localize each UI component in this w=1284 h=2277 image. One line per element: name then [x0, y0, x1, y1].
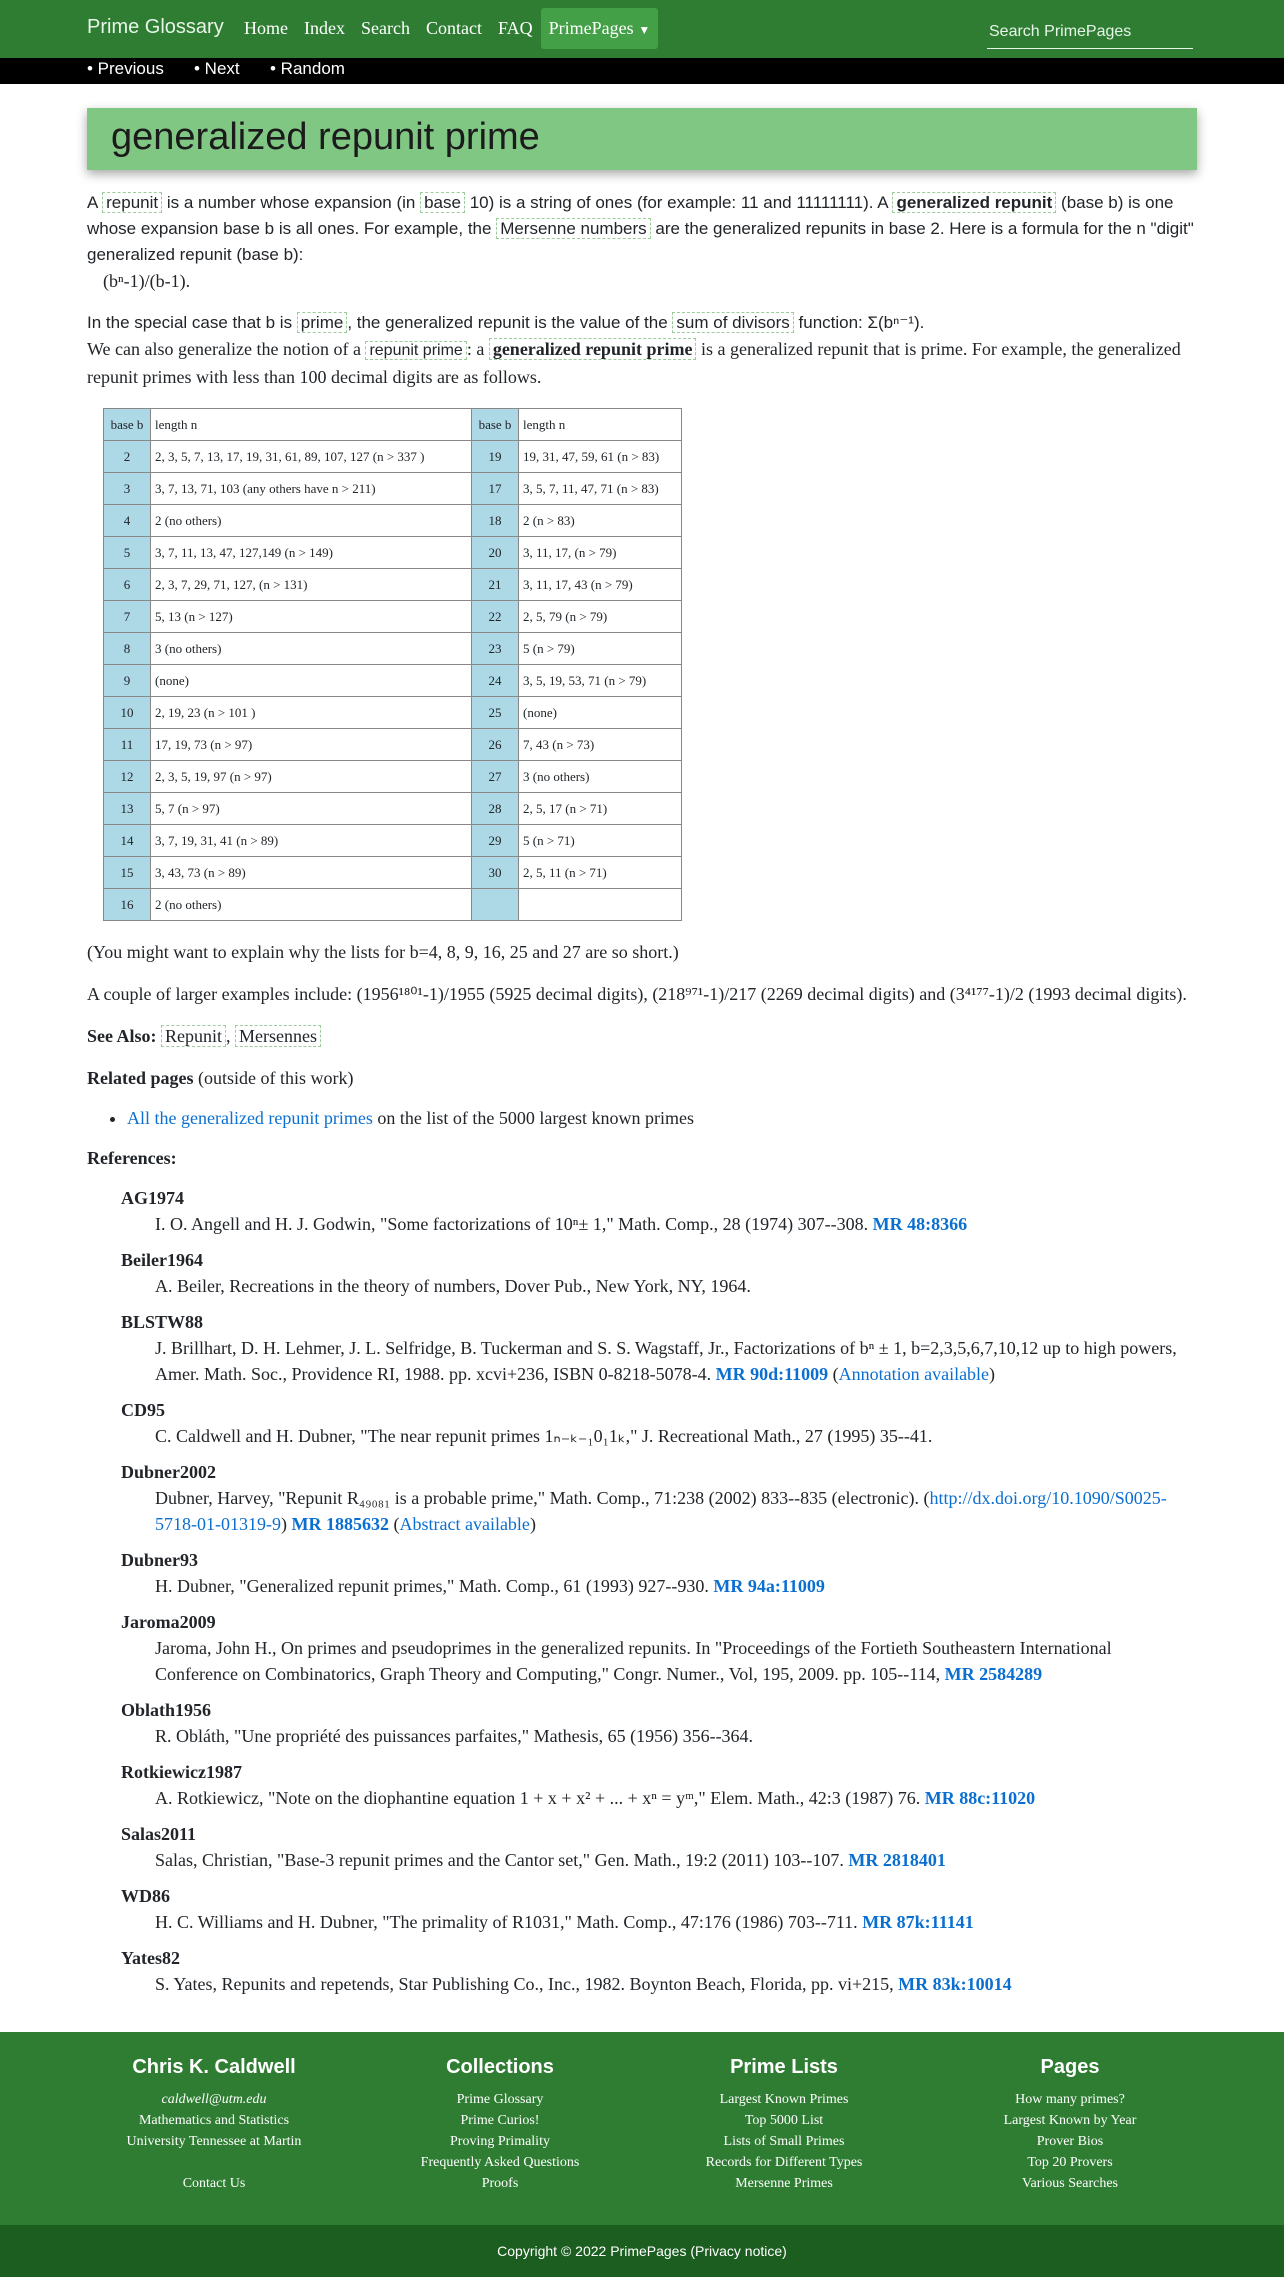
- related-pages: [87, 1065, 1197, 1091]
- base-cell: 24: [472, 665, 519, 697]
- base-link[interactable]: base: [420, 192, 465, 213]
- length-cell: 2, 5, 79 (n > 79): [519, 601, 682, 633]
- mersenne-link[interactable]: Mersenne numbers: [496, 218, 650, 239]
- column-header: base b: [472, 409, 519, 441]
- base-cell: 19: [472, 441, 519, 473]
- length-cell: 2, 5, 11 (n > 71): [519, 857, 682, 889]
- base-cell: 20: [472, 537, 519, 569]
- reference-text: A. Beiler, Recreations in the theory of numbers, Dover Pub., New York, NY, 1964.: [155, 1276, 751, 1296]
- contact-us-link[interactable]: Contact Us: [182, 2176, 246, 2191]
- base-cell: 14: [104, 825, 151, 857]
- length-cell: 2, 19, 23 (n > 101 ): [151, 697, 472, 729]
- length-cell: 3, 5, 7, 11, 47, 71 (n > 83): [519, 473, 682, 505]
- table-row: [104, 569, 682, 601]
- length-cell: 7, 43 (n > 73): [519, 729, 682, 761]
- footer-link[interactable]: Proofs: [481, 2176, 519, 2191]
- reference-key: CD95: [121, 1400, 165, 1420]
- length-cell: 3 (no others): [519, 761, 682, 793]
- table-row: [104, 633, 682, 665]
- reference-text: Jaroma, John H., On primes and pseudoprimes in the generalized repunits. In "Proceedings of the Fortieth Southeastern International Conference on Combinatorics, Graph Theory and Computing," Congr. Numer., Vol, 195, 2009. pp. 105--114,: [155, 1638, 1112, 1684]
- reference-item: [121, 1883, 1197, 1935]
- footer-link[interactable]: Frequently Asked Questions: [420, 2155, 580, 2170]
- footer-col-title: Chris K. Caldwell: [132, 2056, 296, 2078]
- see-also-mersennes[interactable]: Mersennes: [235, 1025, 321, 1047]
- reference-item: [121, 1945, 1197, 1997]
- length-cell: 3 (no others): [151, 633, 472, 665]
- annotation-link[interactable]: Annotation available: [838, 1364, 990, 1384]
- reference-text: A. Rotkiewicz, "Note on the diophantine equation 1 + x + x² + ... + xⁿ = yᵐ," Elem. Math., 42:3 (1987) 76.: [155, 1788, 921, 1808]
- footer-col-pages: [940, 2056, 1200, 2194]
- references-heading: [87, 1145, 1197, 1171]
- base-cell: 16: [104, 889, 151, 921]
- repunit-prime-link[interactable]: repunit prime: [365, 341, 466, 360]
- table-row: [104, 441, 682, 473]
- base-cell: 11: [104, 729, 151, 761]
- length-cell: 3, 43, 73 (n > 89): [151, 857, 472, 889]
- reference-key: Beiler1964: [121, 1250, 203, 1270]
- reference-list: [121, 1185, 1197, 1997]
- base-cell: 23: [472, 633, 519, 665]
- base-cell: 15: [104, 857, 151, 889]
- reference-key: Yates82: [121, 1948, 180, 1968]
- department: Mathematics and Statistics: [138, 2113, 290, 2128]
- mr-review-link[interactable]: MR 1885632: [291, 1514, 389, 1534]
- length-cell: 17, 19, 73 (n > 97): [151, 729, 472, 761]
- base-cell: 2: [104, 441, 151, 473]
- length-cell: 2, 3, 5, 19, 97 (n > 97): [151, 761, 472, 793]
- search-input[interactable]: [987, 16, 1193, 49]
- reference-body: J. Brillhart, D. H. Lehmer, J. L. Selfridge, B. Tuckerman and S. S. Wagstaff, Jr., Factorizations of bⁿ ± 1, b=2,3,5,6,7,10,12 up to high powers, Amer. Math. Soc., Providence RI, 1988. pp. xcvi+236, ISBN 0-8218-5078-4. MR 90d:11009 (Annotation available): [155, 1338, 1177, 1384]
- base-cell: 9: [104, 665, 151, 697]
- reference-body: [155, 1909, 1197, 1935]
- length-cell: 2 (no others): [151, 505, 472, 537]
- reference-body: [155, 1785, 1197, 1811]
- length-cell: 2, 3, 7, 29, 71, 127, (n > 131): [151, 569, 472, 601]
- footer-col-title: Prime Lists: [730, 2056, 838, 2078]
- base-cell: 4: [104, 505, 151, 537]
- reference-key: AG1974: [121, 1188, 184, 1208]
- footer-col-prime-lists: [654, 2056, 914, 2194]
- related-list: [87, 1105, 1197, 1131]
- base-cell: 12: [104, 761, 151, 793]
- title-box: [87, 108, 1197, 170]
- reference-body: [155, 1971, 1197, 1997]
- text: function: Σ(bⁿ⁻¹).: [793, 313, 925, 332]
- table-row: [104, 537, 682, 569]
- footer-link[interactable]: Prover Bios: [1036, 2134, 1104, 2149]
- nav-faq[interactable]: FAQ: [497, 18, 533, 38]
- base-cell: 29: [472, 825, 519, 857]
- university: University Tennessee at Martin: [126, 2134, 302, 2149]
- top-navbar: [0, 0, 1284, 58]
- text: is a generalized repunit that is prime. For example, the generalized repunit primes with less than 100 decimal digits are as follows.: [87, 339, 1181, 387]
- text: A: [87, 193, 103, 212]
- related-label: Related pages: [87, 1068, 194, 1088]
- reference-key: Dubner2002: [121, 1462, 217, 1482]
- reference-body: Dubner, Harvey, "Repunit R₄₉₀₈₁ is a probable prime," Math. Comp., 71:238 (2002) 833--835 (electronic). (http://dx.doi.org/10.1090/S0025-5718-01-01319-9) MR 1885632 (Abstract available): [155, 1488, 1167, 1534]
- reference-key: Oblath1956: [121, 1700, 212, 1720]
- reference-text: S. Yates, Repunits and repetends, Star Publishing Co., Inc., 1982. Boynton Beach, Florida, pp. vi+215,: [155, 1974, 894, 1994]
- text: is a number whose expansion (in: [162, 193, 421, 212]
- base-cell: 3: [104, 473, 151, 505]
- repunit-link[interactable]: repunit: [102, 192, 162, 213]
- reference-body: [155, 1847, 1197, 1873]
- footer: [0, 2032, 1284, 2225]
- footer-link[interactable]: Top 20 Provers: [1027, 2155, 1113, 2170]
- length-cell: (none): [151, 665, 472, 697]
- base-cell: [472, 889, 519, 921]
- footer-col-title: Pages: [1040, 2056, 1100, 2078]
- base-cell: 17: [472, 473, 519, 505]
- reference-body: [155, 1273, 1197, 1299]
- length-cell: 3, 5, 19, 53, 71 (n > 79): [519, 665, 682, 697]
- length-cell: 3, 7, 13, 71, 103 (any others have n > 211): [151, 473, 472, 505]
- length-cell: 2 (n > 83): [519, 505, 682, 537]
- text: , the generalized repunit is the value of the: [347, 313, 673, 332]
- reference-text: J. Brillhart, D. H. Lehmer, J. L. Selfridge, B. Tuckerman and S. S. Wagstaff, Jr., Factorizations of bⁿ ± 1, b=2,3,5,6,7,10,12 up to high powers, Amer. Math. Soc., Providence RI, 1988. pp. xcvi+236, ISBN 0-8218-5078-4.: [155, 1338, 1177, 1384]
- table-row: [104, 889, 682, 921]
- length-cell: 3, 7, 19, 31, 41 (n > 89): [151, 825, 472, 857]
- reference-item: [121, 1185, 1197, 1237]
- reference-body: [155, 1211, 1197, 1237]
- length-cell: 2, 3, 5, 7, 13, 17, 19, 31, 61, 89, 107, 127 (n > 337 ): [151, 441, 472, 473]
- mr-review-link[interactable]: MR 48:8366: [872, 1214, 968, 1234]
- list-item: [127, 1105, 1197, 1131]
- table-row: [104, 761, 682, 793]
- reference-text: R. Obláth, "Une propriété des puissances parfaites," Mathesis, 65 (1956) 356--364.: [155, 1726, 754, 1746]
- copyright-bar: Copyright © 2022 PrimePages (Privacy notice): [0, 2225, 1284, 2277]
- reference-text: H. C. Williams and H. Dubner, "The primality of R1031," Math. Comp., 47:176 (1986) 703--711.: [155, 1912, 858, 1932]
- footer-link[interactable]: Lists of Small Primes: [723, 2134, 845, 2149]
- footer-col-title: Collections: [446, 2056, 554, 2078]
- footer-col-author: [84, 2056, 344, 2194]
- length-cell: 5 (n > 79): [519, 633, 682, 665]
- base-cell: 7: [104, 601, 151, 633]
- table-row: [104, 857, 682, 889]
- references-label: References:: [87, 1148, 177, 1168]
- random-link[interactable]: • Random: [270, 59, 345, 78]
- caret-down-icon: ▼: [638, 23, 651, 37]
- see-also-repunit[interactable]: Repunit: [161, 1025, 226, 1047]
- larger-examples: A couple of larger examples include: (1956¹⁸⁰¹-1)/1955 (5925 decimal digits), (218⁹⁷¹-1)/217 (2269 decimal digits) and (3⁴¹⁷⁷-1)/2 (1993 decimal digits).: [87, 984, 1187, 1004]
- footer-link[interactable]: Various Searches: [1021, 2176, 1119, 2191]
- table-body: [104, 409, 682, 921]
- base-cell: 21: [472, 569, 519, 601]
- base-cell: 30: [472, 857, 519, 889]
- nav-links: [236, 8, 658, 49]
- footer-link[interactable]: Prime Glossary: [456, 2092, 544, 2107]
- length-cell: 5 (n > 71): [519, 825, 682, 857]
- footer-link[interactable]: How many primes?: [1015, 2092, 1125, 2107]
- related-suffix: (outside of this work): [193, 1068, 354, 1088]
- reference-key: WD86: [121, 1886, 170, 1906]
- footer-link[interactable]: Records for Different Types: [705, 2155, 863, 2170]
- see-also-label: See Also:: [87, 1026, 157, 1046]
- footer-col-collections: [370, 2056, 630, 2194]
- spacer: [84, 2152, 344, 2173]
- base-cell: 26: [472, 729, 519, 761]
- reference-text: Dubner, Harvey, "Repunit R₄₉₀₈₁ is a probable prime," Math. Comp., 71:238 (2002) 833--835 (electronic).: [155, 1488, 920, 1508]
- see-also: See Also: Repunit , Mersennes: [87, 1023, 1197, 1049]
- reference-item: [121, 1759, 1197, 1811]
- table-row: [104, 665, 682, 697]
- mr-review-link[interactable]: MR 87k:11141: [862, 1912, 974, 1932]
- brand-link[interactable]: Prime Glossary: [87, 16, 224, 38]
- generalized-repunit-prime-term: generalized repunit prime: [489, 338, 697, 360]
- nav-index[interactable]: Index: [304, 18, 345, 38]
- mr-review-link[interactable]: MR 90d:11009: [715, 1364, 829, 1384]
- text: We can also generalize the notion of a: [87, 339, 366, 359]
- page-title: generalized repunit prime: [111, 116, 540, 158]
- generalize-paragraph: [87, 336, 1197, 390]
- sum-of-divisors-link[interactable]: sum of divisors: [672, 312, 793, 333]
- base-cell: 22: [472, 601, 519, 633]
- text: In the special case that b is: [87, 313, 297, 332]
- next-link[interactable]: • Next: [194, 59, 240, 78]
- mr-review-link[interactable]: MR 83k:10014: [898, 1974, 1012, 1994]
- reference-body: [155, 1635, 1197, 1687]
- reference-text: I. O. Angell and H. J. Godwin, "Some factorizations of 10ⁿ± 1," Math. Comp., 28 (1974) 307--308.: [155, 1214, 869, 1234]
- reference-item: [121, 1547, 1197, 1599]
- length-cell: 2 (no others): [151, 889, 472, 921]
- generalized-repunit-primes-link[interactable]: All the generalized repunit primes: [127, 1108, 373, 1128]
- reference-item: [121, 1821, 1197, 1873]
- reference-key: Salas2011: [121, 1824, 197, 1844]
- column-header: length n: [151, 409, 472, 441]
- footer-link[interactable]: Top 5000 List: [744, 2113, 824, 2128]
- mr-review-link[interactable]: MR 2818401: [848, 1850, 946, 1870]
- length-cell: 19, 31, 47, 59, 61 (n > 83): [519, 441, 682, 473]
- primepages-dropdown[interactable]: [541, 8, 659, 49]
- footer-link[interactable]: Proving Primality: [450, 2134, 550, 2149]
- reference-item: [121, 1459, 1197, 1537]
- reference-key: BLSTW88: [121, 1312, 204, 1332]
- table-row: [104, 825, 682, 857]
- reference-key: Jaroma2009: [121, 1612, 216, 1632]
- text: are the generalized repunits in base 2. Here is a formula for the n "digit" generalized repunit (base b):: [87, 219, 1194, 264]
- column-header: base b: [104, 409, 151, 441]
- length-cell: 3, 11, 17, 43 (n > 79): [519, 569, 682, 601]
- reference-item: [121, 1309, 1197, 1387]
- reference-body: [155, 1573, 1197, 1599]
- primepages-dropdown-label: PrimePages: [548, 18, 634, 38]
- base-cell: 28: [472, 793, 519, 825]
- related-rest: on the list of the 5000 largest known primes: [372, 1108, 695, 1128]
- table-row: [104, 601, 682, 633]
- base-cell: 18: [472, 505, 519, 537]
- table-row: [104, 697, 682, 729]
- base-cell: 6: [104, 569, 151, 601]
- length-cell: 5, 13 (n > 127): [151, 601, 472, 633]
- table-row: [104, 793, 682, 825]
- length-cell: 5, 7 (n > 97): [151, 793, 472, 825]
- base-cell: 13: [104, 793, 151, 825]
- reference-text: C. Caldwell and H. Dubner, "The near repunit primes 1ₙ₋ₖ₋₁0₁1ₖ," J. Recreational Math., 27 (1995) 35--41.: [155, 1426, 933, 1446]
- reference-item: [121, 1697, 1197, 1749]
- footer-link[interactable]: Mersenne Primes: [735, 2176, 833, 2191]
- length-cell: 3, 11, 17, (n > 79): [519, 537, 682, 569]
- table-row: [104, 505, 682, 537]
- text: (base b) is one whose expansion base b is all ones. For example, the: [87, 193, 1174, 238]
- table-row: [104, 729, 682, 761]
- length-cell: 2, 5, 17 (n > 71): [519, 793, 682, 825]
- nav-home[interactable]: Home: [244, 18, 288, 38]
- base-cell: 25: [472, 697, 519, 729]
- base-cell: 8: [104, 633, 151, 665]
- footer-link[interactable]: Prime Curios!: [460, 2113, 540, 2128]
- length-cell: [519, 889, 682, 921]
- reference-body: [155, 1723, 1197, 1749]
- base-cell: 5: [104, 537, 151, 569]
- reference-key: Rotkiewicz1987: [121, 1762, 242, 1782]
- table-row: [104, 473, 682, 505]
- mr-review-link[interactable]: MR 88c:11020: [924, 1788, 1036, 1808]
- sub-navbar: [0, 58, 1284, 84]
- base-cell: 27: [472, 761, 519, 793]
- repunit-prime-table: [103, 408, 682, 921]
- column-header: length n: [519, 409, 682, 441]
- text: : a: [466, 339, 489, 359]
- short-lists-note: (You might want to explain why the lists for b=4, 8, 9, 16, 25 and 27 are so short.): [87, 942, 679, 962]
- nav-search[interactable]: Search: [360, 18, 410, 38]
- special-case-paragraph: [87, 310, 1197, 336]
- formula: (bⁿ-1)/(b-1).: [103, 271, 191, 291]
- reference-text: H. Dubner, "Generalized repunit primes," Math. Comp., 61 (1993) 927--930.: [155, 1576, 709, 1596]
- reference-item: [121, 1247, 1197, 1299]
- nav-contact[interactable]: Contact: [425, 18, 482, 38]
- previous-link[interactable]: • Previous: [87, 59, 164, 78]
- main-content: [87, 190, 1197, 1997]
- table-header-row: [104, 409, 682, 441]
- length-cell: (none): [519, 697, 682, 729]
- reference-key: Dubner93: [121, 1550, 199, 1570]
- doi-link[interactable]: http://dx.doi.org/10.1090/S0025-5718-01-01319-9: [155, 1488, 1167, 1534]
- reference-body: [155, 1423, 1197, 1449]
- reference-item: [121, 1397, 1197, 1449]
- mr-review-link[interactable]: MR 94a:11009: [713, 1576, 825, 1596]
- footer-link[interactable]: Largest Known Primes: [719, 2092, 849, 2107]
- base-cell: 10: [104, 697, 151, 729]
- generalized-repunit-term: generalized repunit: [892, 192, 1056, 213]
- reference-item: [121, 1609, 1197, 1687]
- text: 10) is a string of ones (for example: 11 and 11111111). A: [464, 193, 893, 212]
- prime-link[interactable]: prime: [297, 312, 348, 333]
- mr-review-link[interactable]: MR 2584289: [944, 1664, 1043, 1684]
- annotation-link[interactable]: Abstract available: [399, 1514, 530, 1534]
- email-link[interactable]: caldwell@utm.edu: [161, 2092, 267, 2107]
- length-cell: 3, 7, 11, 13, 47, 127,149 (n > 149): [151, 537, 472, 569]
- footer-link[interactable]: Largest Known by Year: [1003, 2113, 1137, 2128]
- intro-paragraph: [87, 190, 1197, 268]
- reference-text: Salas, Christian, "Base-3 repunit primes and the Cantor set," Gen. Math., 19:2 (2011) 103--107.: [155, 1850, 844, 1870]
